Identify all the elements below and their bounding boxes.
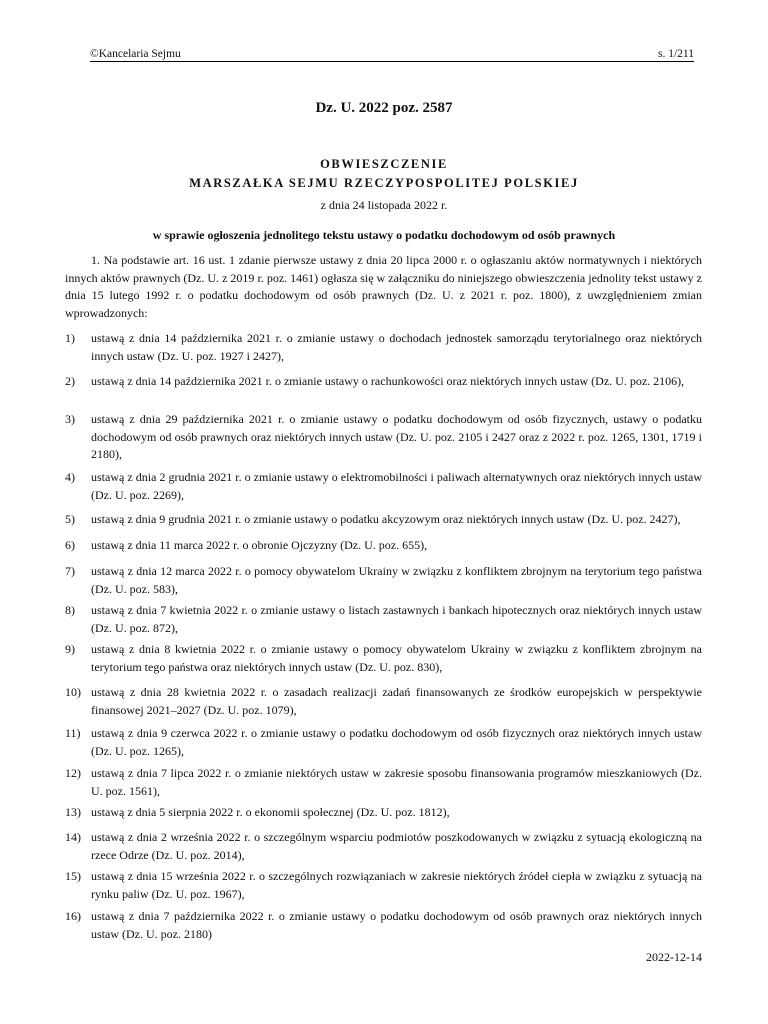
header-publisher: ©Kancelaria Sejmu xyxy=(90,48,181,60)
intro-paragraph: 1. Na podstawie art. 16 ust. 1 zdanie pierwsze ustawy z dnia 20 lipca 2000 r. o ogłaszaniu aktów normatywnych i niektórych innych aktów prawnych (Dz. U. z 2019 r. poz. 1461) ogłasza się w załączniku do niniejszego obwieszczenia jednolity tekst ustawy z dnia 15 lutego 1992 r. o podatku dochodowym od osób prawnych (Dz. U. z 2021 r. poz. 1800), z uwzględnieniem zmian wprowadzonych: xyxy=(65,253,702,320)
list-item-number: 13) xyxy=(65,805,81,819)
list-item xyxy=(65,765,702,800)
list-item xyxy=(65,511,702,529)
list-item xyxy=(65,602,702,637)
list-item-text: ustawą z dnia 15 września 2022 r. o szczególnych rozwiązaniach w zakresie niektórych źródeł ciepła w związku z sytuacją na rynku paliw (Dz. U. poz. 1967), xyxy=(91,869,702,901)
header-page-number: s. 1/211 xyxy=(658,48,694,60)
list-item-text: ustawą z dnia 14 października 2021 r. o zmianie ustawy o dochodach jednostek samorządu terytorialnego oraz niektórych innych ustaw (Dz. U. poz. 1927 i 2427), xyxy=(91,331,702,363)
list-item-text: ustawą z dnia 8 kwietnia 2022 r. o zmianie ustawy o pomocy obywatelom Ukrainy w związku z konfliktem zbrojnym na terytorium tego państwa oraz niektórych innych ustaw (Dz. U. poz. 830), xyxy=(91,642,702,674)
list-item-number: 15) xyxy=(65,869,81,883)
list-item xyxy=(65,641,702,676)
list-item-text: ustawą z dnia 12 marca 2022 r. o pomocy obywatelom Ukrainy w związku z konfliktem zbrojnym na terytorium tego państwa (Dz. U. poz. 583), xyxy=(91,564,702,596)
list-item-text: ustawą z dnia 7 lipca 2022 r. o zmianie niektórych ustaw w zakresie sposobu finansowania programów mieszkaniowych (Dz. U. poz. 1561), xyxy=(91,766,702,798)
list-item xyxy=(65,868,702,903)
list-item-text: ustawą z dnia 2 grudnia 2021 r. o zmianie ustawy o elektromobilności i paliwach alternatywnych oraz niektórych innych ustaw (Dz. U. poz. 2269), xyxy=(91,470,702,502)
list-item xyxy=(65,537,702,555)
list-item-number: 8) xyxy=(65,603,75,617)
list-item xyxy=(65,804,702,822)
list-item-number: 2) xyxy=(65,374,75,388)
footer-date: 2022-12-14 xyxy=(646,950,702,964)
list-item-number: 9) xyxy=(65,642,75,656)
list-item-text: ustawą z dnia 29 października 2021 r. o zmianie ustawy o podatku dochodowym od osób fizycznych, ustawy o podatku dochodowym od osób prawnych oraz niektórych innych ustaw (Dz. U. poz. 2105 i 2427 oraz z 2022 r. poz. 1265, 1301, 1719 i 2180), xyxy=(91,412,702,461)
list-item xyxy=(65,725,702,760)
page-header xyxy=(90,46,694,62)
list-item-number: 11) xyxy=(65,726,81,740)
list-item-text: ustawą z dnia 14 października 2021 r. o zmianie ustawy o rachunkowości oraz niektórych innych ustaw (Dz. U. poz. 2106), xyxy=(91,374,685,388)
list-item xyxy=(65,469,702,504)
list-item-text: ustawą z dnia 7 kwietnia 2022 r. o zmianie ustawy o listach zastawnych i bankach hipotecznych oraz niektórych innych ustaw (Dz. U. poz. 872), xyxy=(91,603,702,635)
list-item-text: ustawą z dnia 11 marca 2022 r. o obronie Ojczyzny (Dz. U. poz. 655), xyxy=(91,538,428,552)
list-item-number: 16) xyxy=(65,909,81,923)
list-item-text: ustawą z dnia 28 kwietnia 2022 r. o zasadach realizacji zadań finansowanych ze środków europejskich w perspektywie finansowej 2021–2027 (Dz. U. poz. 1079), xyxy=(91,685,702,717)
list-item xyxy=(65,908,702,943)
subject-line: w sprawie ogłoszenia jednolitego tekstu ustawy o podatku dochodowym od osób prawnych xyxy=(152,228,616,242)
list-item-text: ustawą z dnia 7 października 2022 r. o zmianie ustawy o podatku dochodowym od osób prawnych oraz niektórych innych ustaw (Dz. U. poz. 2180) xyxy=(91,909,702,941)
list-item-number: 5) xyxy=(65,512,75,526)
list-item xyxy=(65,829,702,864)
list-item-number: 6) xyxy=(65,538,75,552)
list-item xyxy=(65,563,702,598)
list-item-number: 3) xyxy=(65,412,75,426)
list-item-text: ustawą z dnia 2 września 2022 r. o szczególnym wsparciu podmiotów poszkodowanych w związku z sytuacją ekologiczną na rzece Odrze (Dz. U. poz. 2014), xyxy=(91,830,702,862)
list-item-text: ustawą z dnia 5 sierpnia 2022 r. o ekonomii społecznej (Dz. U. poz. 1812), xyxy=(91,805,450,819)
title-line-2: MARSZAŁKA SEJMU RZECZYPOSPOLITEJ POLSKIEJ xyxy=(189,176,579,190)
list-item-text: ustawą z dnia 9 grudnia 2021 r. o zmianie ustawy o podatku akcyzowym oraz niektórych innych ustaw (Dz. U. poz. 2427), xyxy=(91,512,681,526)
list-item-number: 1) xyxy=(65,331,75,345)
document-reference: Dz. U. 2022 poz. 2587 xyxy=(315,100,453,116)
list-item-text: ustawą z dnia 9 czerwca 2022 r. o zmianie ustawy o podatku dochodowym od osób fizycznych oraz niektórych innych ustaw (Dz. U. poz. 1265), xyxy=(91,726,702,758)
list-item xyxy=(65,411,702,464)
date-line: z dnia 24 listopada 2022 r. xyxy=(320,198,448,212)
list-item-number: 10) xyxy=(65,685,81,699)
list-item-number: 12) xyxy=(65,766,81,780)
title-line-1: OBWIESZCZENIE xyxy=(320,157,448,171)
list-item xyxy=(65,684,702,719)
list-item-number: 14) xyxy=(65,830,81,844)
list-item xyxy=(65,330,702,365)
list-item-number: 4) xyxy=(65,470,75,484)
list-item-number: 7) xyxy=(65,564,75,578)
list-item xyxy=(65,373,702,391)
